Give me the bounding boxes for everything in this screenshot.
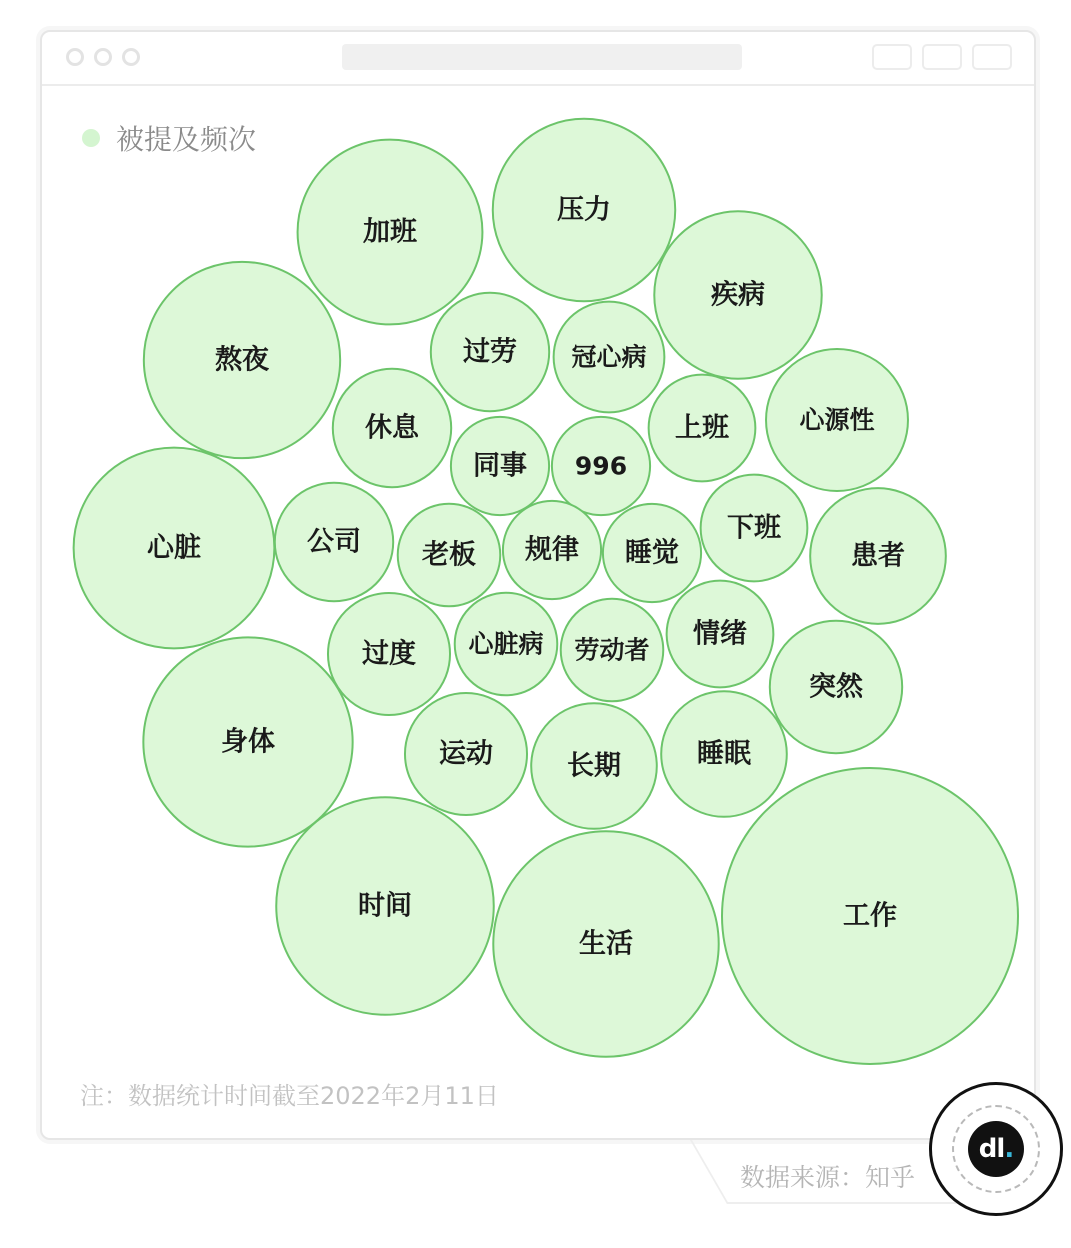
bubble-情绪 (667, 581, 774, 688)
bubble-label: 老板 (422, 539, 476, 571)
bubble-劳动者 (561, 599, 664, 702)
bubble-label: 规律 (525, 534, 579, 566)
bubble-label: 同事 (473, 450, 527, 482)
bubble-label: 熬夜 (215, 344, 269, 376)
bubble-心脏 (74, 448, 275, 649)
bubble-过劳 (431, 293, 549, 411)
bubble-label: 长期 (567, 750, 621, 782)
bubble-睡觉 (603, 504, 701, 602)
bubble-身体 (143, 637, 352, 846)
footnote: 注：数据统计时间截至2022年2月11日 (80, 1082, 499, 1110)
bubble-label: 心源性 (799, 405, 875, 435)
bubble-长期 (531, 703, 657, 829)
bubble-label: 心脏 (147, 532, 201, 564)
bubble-label: 睡觉 (625, 537, 679, 569)
bubble-冠心病 (554, 302, 665, 413)
logo-ring (952, 1105, 1040, 1193)
bubble-label: 过度 (362, 638, 416, 670)
bubble-label: 996 (574, 451, 628, 481)
bubble-label: 工作 (843, 900, 897, 932)
bubble-突然 (770, 621, 902, 753)
bubble-label: 突然 (809, 671, 863, 703)
bubble-下班 (701, 475, 808, 582)
bubble-label: 休息 (365, 412, 419, 444)
bubble-label: 下班 (727, 512, 781, 544)
bubble-label: 劳动者 (574, 635, 650, 665)
bubble-label: 公司 (307, 526, 361, 558)
bubble-压力 (493, 119, 675, 301)
bubble-工作 (722, 768, 1018, 1064)
bubble-label: 冠心病 (571, 342, 647, 372)
bubble-同事 (451, 417, 549, 515)
bubble-过度 (328, 593, 450, 715)
bubble-加班 (298, 140, 483, 325)
bubble-label: 加班 (363, 216, 417, 248)
legend-label: 被提及频次 (116, 123, 257, 156)
bubble-label: 压力 (557, 194, 611, 226)
bubble-生活 (493, 831, 718, 1056)
bubble-label: 疾病 (711, 279, 765, 311)
bubble-疾病 (654, 211, 821, 378)
bubble-患者 (810, 488, 946, 624)
bubble-label: 生活 (579, 928, 633, 960)
bubble-上班 (649, 375, 756, 482)
bubble-规律 (503, 501, 601, 599)
bubble-运动 (405, 693, 527, 815)
bubble-心脏病 (455, 593, 558, 696)
brand-logo (929, 1082, 1063, 1216)
bubble-label: 时间 (358, 890, 412, 922)
bubble-心源性 (766, 349, 908, 491)
data-source: 数据来源：知乎 (740, 1163, 916, 1192)
bubble-label: 心脏病 (468, 629, 544, 659)
bubble-label: 患者 (851, 540, 905, 572)
bubble-休息 (333, 369, 451, 487)
bubble-睡眠 (661, 691, 787, 817)
bubble-公司 (275, 483, 393, 601)
bubble-label: 上班 (675, 412, 729, 444)
logo-mark: dl . (968, 1121, 1024, 1177)
bubble-label: 睡眠 (697, 738, 751, 770)
bubble-老板 (398, 504, 501, 607)
bubble-label: 过劳 (463, 336, 517, 368)
bubble-时间 (276, 797, 494, 1015)
bubble-label: 运动 (439, 738, 493, 770)
bubble-label: 身体 (221, 726, 275, 758)
bubble-label: 情绪 (693, 618, 747, 650)
bubble-熬夜 (144, 262, 340, 458)
bubble-996 (552, 417, 650, 515)
